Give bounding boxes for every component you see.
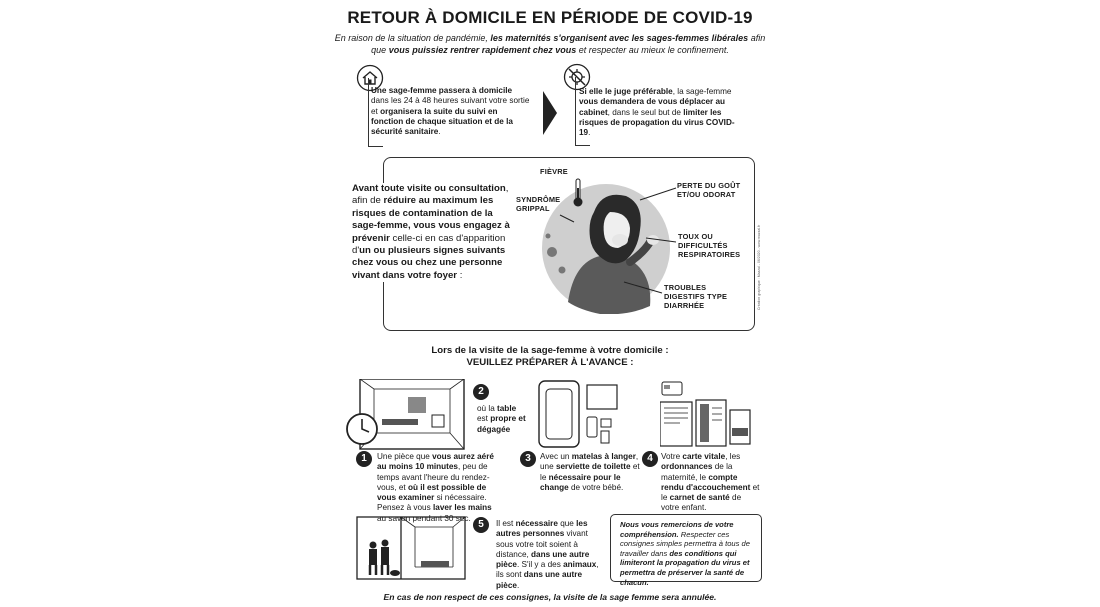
- step-1-part: au savon pendant 30 sec.: [377, 513, 471, 523]
- step-2-badge: 2: [473, 384, 489, 400]
- step-1-bold: où il est possible de vous examiner: [377, 482, 487, 503]
- step-1-bold: laver les mains: [432, 503, 492, 513]
- step-5-text: [496, 519, 602, 591]
- label-taste: PERTE DU GOÛT ET/OU ODORAT: [677, 181, 741, 199]
- thanks-part: Respecter ces consignes simples permettra à tous de travailler dans: [620, 529, 751, 558]
- intro-bold: vous puissiez rentrer rapidement chez vous: [388, 45, 577, 55]
- step-4-bold: carnet de santé: [669, 493, 730, 503]
- separate-room-illustration: [355, 515, 467, 581]
- step-3-bold: nécessaire pour le change: [540, 472, 621, 492]
- step-4-part: , les: [725, 452, 741, 461]
- step-5-bold: les autres personnes: [496, 519, 588, 539]
- step-3-bold: serviette de toilette: [555, 462, 631, 472]
- symptoms-part: celle-ci en cas d'apparition d': [352, 232, 506, 257]
- step-5-part: . S'il y a des: [516, 560, 564, 570]
- intro-part: En raison de la situation de pandémie,: [334, 33, 491, 43]
- step-5-bold: nécessaire: [515, 519, 558, 528]
- footer-warning: En cas de non respect de ces consignes, la visite de la sage femme sera annulée.: [383, 592, 717, 602]
- step-2-bold: table: [497, 404, 517, 413]
- home-visit-part: dans les 24 à 48 heures suivant votre sortie et: [371, 96, 530, 116]
- cabinet-bold: limiter les risques de propagation du virus COVID-19: [579, 107, 735, 138]
- prepare-heading: [0, 345, 1100, 368]
- step-1-text: [377, 452, 499, 524]
- step-1-part: Une pièce que: [377, 452, 433, 461]
- changing-mat-illustration: [537, 379, 621, 451]
- symptoms-bold: réduire au maximum les risques de contamination de la sage-femme, vous vous engagez à prévenir: [352, 195, 510, 244]
- step-3-part: de votre bébé.: [568, 482, 624, 492]
- step-4-part: de la maternité, le: [661, 462, 733, 482]
- step-4-bold: carte vitale: [682, 452, 726, 461]
- page-title: RETOUR À DOMICILE EN PÉRIODE DE COVID-19: [347, 8, 753, 27]
- symptoms-bold: un ou plusieurs signes suivants chez vous ou chez une personne vivant dans votre foyer: [352, 245, 506, 281]
- documents-illustration: [660, 380, 752, 448]
- intro-part: afin que: [371, 33, 766, 55]
- step-4-part: de votre enfant.: [661, 493, 742, 513]
- step-3-part: , une: [540, 452, 639, 472]
- step-2-text: [477, 404, 527, 435]
- step-4-part: Votre: [661, 452, 683, 461]
- cabinet-part: , dans le seul but de: [607, 107, 684, 117]
- intro-bold: les maternités s'organisent avec les sages-femmes libérales: [490, 33, 749, 43]
- home-visit-bold: organisera la suite du suivi en fonction de chaque situation et de la sécurité sanitaire: [371, 106, 513, 137]
- step-5-part: Il est: [496, 519, 516, 528]
- home-visit-part: .: [438, 127, 441, 137]
- step-1-part: si nécessaire. Pensez à vous: [377, 493, 487, 513]
- step-2-bold: propre et dégagée: [477, 414, 526, 434]
- symptoms-bold: Avant toute visite ou consultation: [352, 183, 506, 194]
- step-4-text: [661, 452, 761, 514]
- step-3-part: Avec un: [540, 452, 572, 461]
- step-5-bold: dans une autre pièce: [496, 549, 590, 570]
- side-credit: Création graphique : Mazzal - 06/2020 - www.mazzal.fr: [757, 224, 761, 310]
- label-cough: TOUX OU DIFFICULTÉS RESPIRATOIRES: [678, 232, 741, 259]
- label-fever: FIÈVRE: [540, 167, 568, 176]
- step-5-bold: animaux: [563, 560, 597, 570]
- thanks-bold: Nous vous remercions de votre compréhension.: [620, 520, 734, 539]
- thanks-bold: des conditions qui limiteront la propagation du virus et permettra de préserver la santé de chacun.: [620, 548, 750, 587]
- step-3-bold: matelas à langer: [571, 452, 636, 461]
- label-digestive: TROUBLES DIGESTIFS TYPE DIARRHÉE: [664, 283, 728, 310]
- step-4-bold: compte rendu d'accouchement: [661, 472, 751, 492]
- step-2-part: est: [477, 414, 491, 424]
- step-3-text: [540, 452, 642, 493]
- step-2-part: où la: [477, 404, 498, 413]
- step-5-badge: 5: [473, 517, 489, 533]
- step-1-bold: vous aurez aéré au moins 10 minutes: [377, 452, 494, 472]
- step-4-part: et le: [661, 482, 760, 503]
- step-3-badge: 3: [520, 451, 536, 467]
- symptoms-part: , afin de: [352, 183, 509, 207]
- step-3-part: et le: [540, 462, 640, 482]
- step-5-part: , ils sont: [496, 560, 599, 580]
- step-4-bold: ordonnances: [661, 462, 713, 472]
- label-flu: SYNDRÔME GRIPPAL: [516, 195, 561, 213]
- room-illustration: [344, 379, 470, 451]
- prepare-line-1: Lors de la visite de la sage-femme à votre domicile :: [431, 345, 669, 356]
- step-5-bold: dans une autre pièce: [496, 570, 583, 590]
- step-5-part: que: [557, 519, 577, 528]
- intro-part: et respecter au mieux le confinement.: [576, 45, 729, 55]
- step-1-part: , peu de temps avant l'heure du rendez-vous, et: [377, 462, 490, 492]
- prepare-line-2: VEUILLEZ PRÉPARER À L'AVANCE :: [466, 356, 634, 368]
- step-5-part: vivant sous votre toit soient à distance,: [496, 529, 588, 559]
- step-5-part: .: [516, 580, 520, 590]
- cabinet-bold: Si elle le juge préférable: [579, 87, 673, 96]
- cabinet-bold: vous demandera de vous déplacer au cabinet: [579, 97, 726, 117]
- symptoms-part: :: [457, 269, 463, 281]
- cabinet-part: .: [588, 128, 591, 138]
- home-visit-bold: Une sage-femme passera à domicile: [371, 86, 513, 95]
- step-4-badge: 4: [642, 451, 658, 467]
- thanks-text: [620, 520, 756, 587]
- step-1-badge: 1: [356, 451, 372, 467]
- cabinet-part: , la sage-femme: [672, 87, 732, 96]
